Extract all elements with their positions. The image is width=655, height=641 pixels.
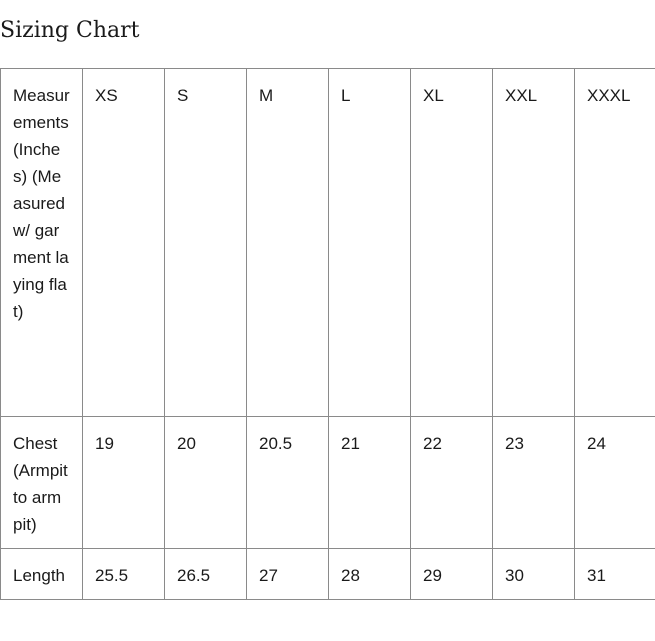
table-cell: 25.5 — [83, 549, 165, 600]
table-cell: 28 — [329, 549, 411, 600]
table-cell: 27 — [247, 549, 329, 600]
table-header-row — [1, 69, 655, 417]
table-cell: 30 — [493, 549, 575, 600]
table-row — [1, 549, 655, 600]
header-cell-m: M — [247, 69, 329, 417]
table-row — [1, 417, 655, 549]
page-title: Sizing Chart — [0, 18, 140, 43]
header-cell-l: L — [329, 69, 411, 417]
row-label-chest: Chest (Armpit to armpit) — [1, 417, 83, 549]
table-cell: 20 — [165, 417, 247, 549]
row-label-length: Length — [1, 549, 83, 600]
header-cell-xs: XS — [83, 69, 165, 417]
table-cell: 21 — [329, 417, 411, 549]
header-cell-measurements: Measurements (Inches) (Measured w/ garment laying flat) — [1, 69, 83, 417]
table-cell: 24 — [575, 417, 655, 549]
header-cell-xxl: XXL — [493, 69, 575, 417]
header-cell-xl: XL — [411, 69, 493, 417]
table-cell: 29 — [411, 549, 493, 600]
table-cell: 31 — [575, 549, 655, 600]
sizing-table — [0, 68, 655, 600]
table-cell: 26.5 — [165, 549, 247, 600]
table-cell: 19 — [83, 417, 165, 549]
header-cell-xxxl: XXXL — [575, 69, 655, 417]
table-cell: 22 — [411, 417, 493, 549]
table-cell: 23 — [493, 417, 575, 549]
header-cell-s: S — [165, 69, 247, 417]
table-cell: 20.5 — [247, 417, 329, 549]
